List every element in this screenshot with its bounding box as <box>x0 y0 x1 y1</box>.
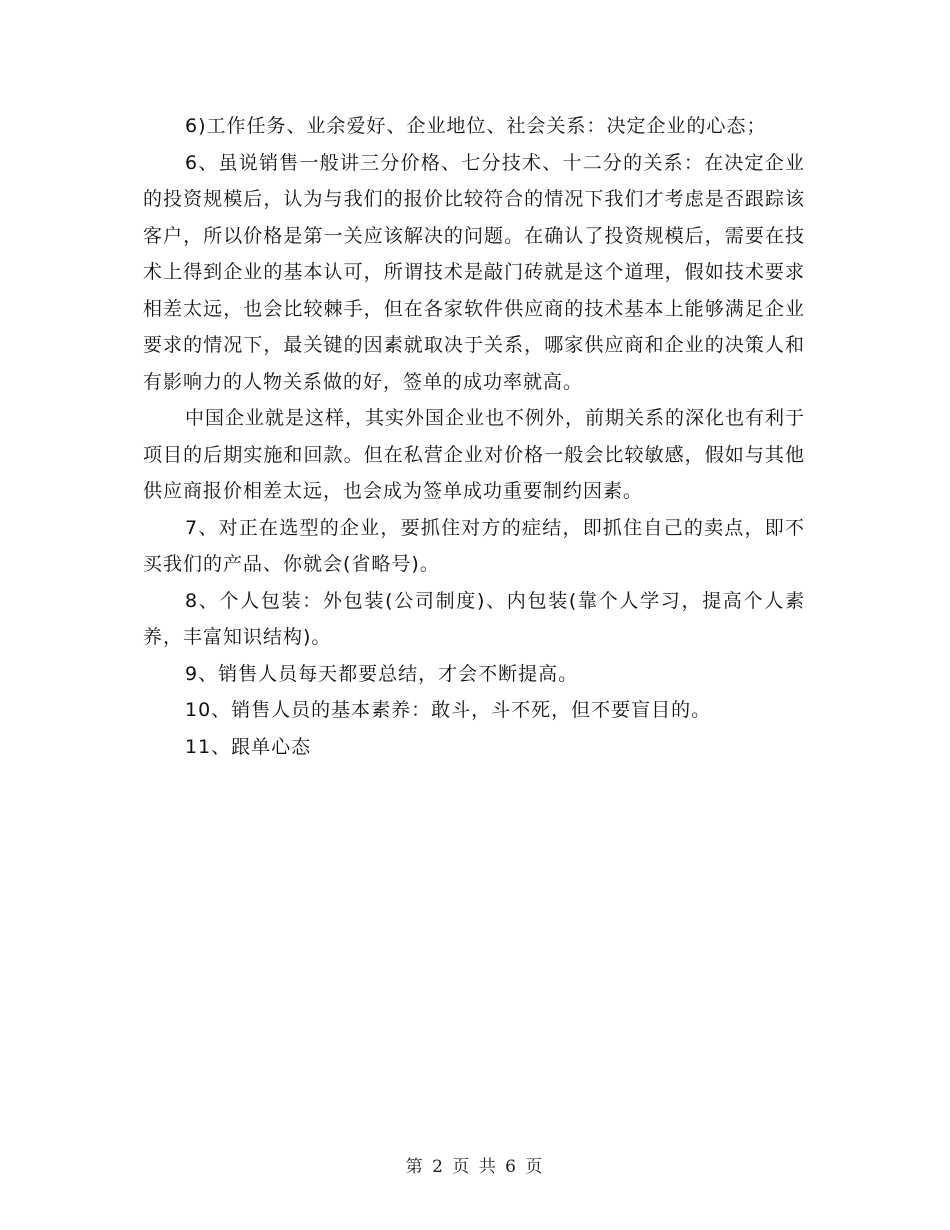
paragraph-item-8: 8、个人包装：外包装(公司制度)、内包装(靠个人学习，提高个人素养，丰富知识结构)。 <box>143 589 805 648</box>
paragraph-item-10: 10、销售人员的基本素养：敢斗，斗不死，但不要盲目的。 <box>185 699 712 721</box>
paragraph-item-11: 11、跟单心态 <box>185 735 312 758</box>
page-number-footer: 第 2 页 共 6 页 <box>405 1157 545 1177</box>
paragraph-item-7: 7、对正在选型的企业，要抓住对方的症结，即抓住自己的卖点，即不买我们的产品、你就会(省略号)。 <box>143 516 805 575</box>
paragraph-item-6: 6、虽说销售一般讲三分价格、七分技术、十二分的关系：在决定企业的投资规模后，认为与我们的报价比较符合的情况下我们才考虑是否跟踪该客户，所以价格是第一关应该解决的问题。在确认了投资规模后，需要在技术上得到企业的基本认可，所谓技术是敲门砖就是这个道理，假如技术要求相差太远，也会比较棘手，但在各家软件供应商的技术基本上能够满足企业要求的情况下，最关键的因素就取决于关系，哪家供应商和企业的决策人和有影响力的人物关系做的好，签单的成功率就高。 <box>143 151 805 393</box>
paragraph-chinese-enterprises: 中国企业就是这样，其实外国企业也不例外，前期关系的深化也有利于项目的后期实施和回款。但在私营企业对价格一般会比较敏感，假如与其他供应商报价相差太远，也会成为签单成功重要制约因素。 <box>143 407 806 502</box>
document-body <box>143 108 805 765</box>
paragraph-item-9: 9、销售人员每天都要总结，才会不断提高。 <box>185 662 579 685</box>
paragraph-item-6-sub: 6)工作任务、业余爱好、企业地位、社会关系：决定企业的心态； <box>185 115 767 137</box>
